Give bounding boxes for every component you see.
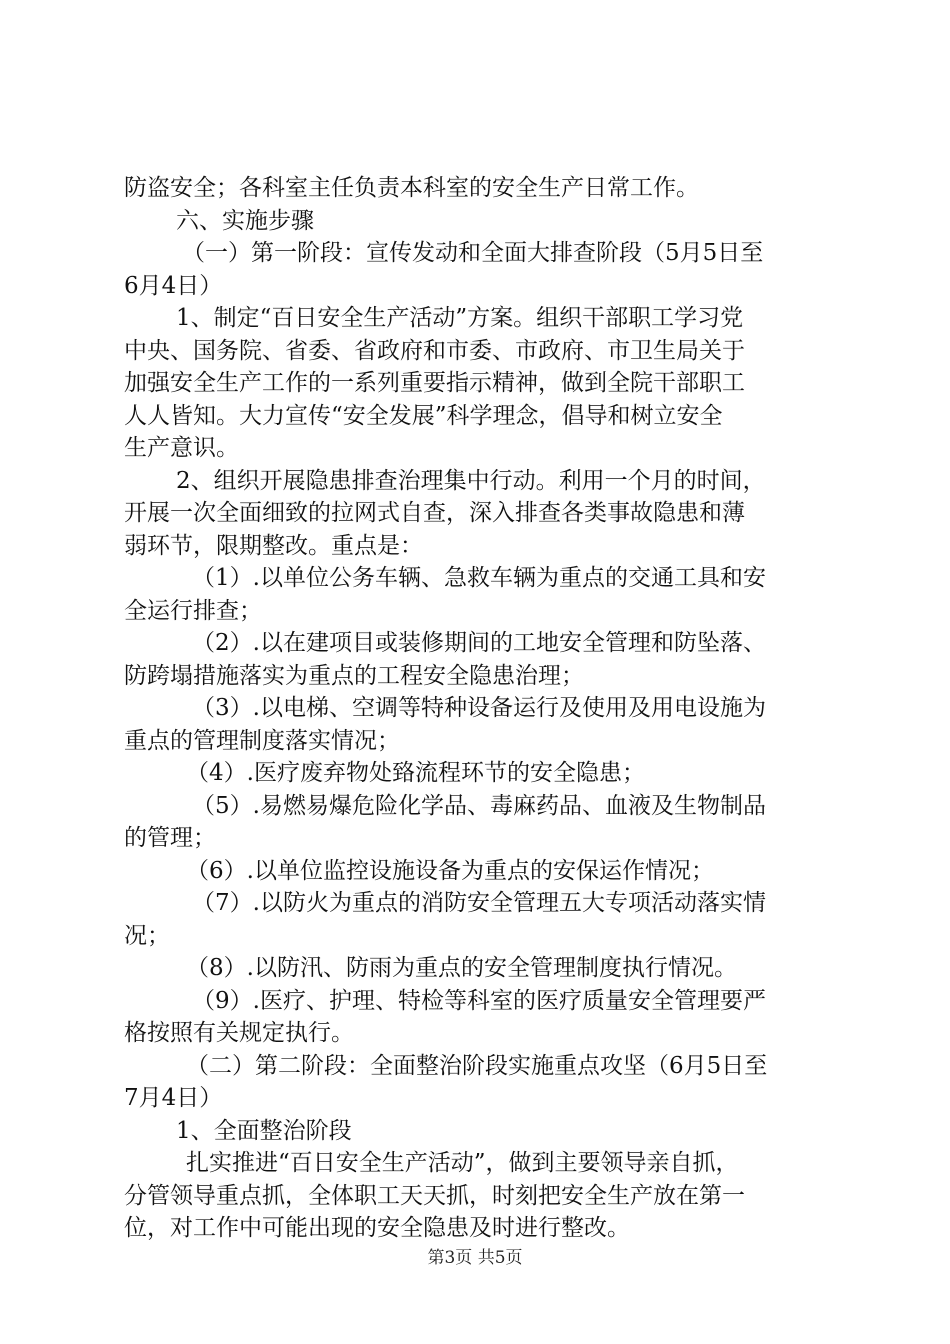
paragraph-line-2: 分管领导重点抓，全体职工天天抓，时刻把安全生产放在第一 (124, 1182, 745, 1209)
subitem-9-line-2: 格按照有关规定执行。 (124, 1020, 354, 1046)
subitem-4: （4）.医疗废弃物处臵流程环节的安全隐患； (186, 760, 645, 786)
item-1-line-3: 加强安全生产工作的一系列重要指示精神，做到全院干部职工 (124, 370, 745, 396)
item-1-line-1: 1、制定“百日安全生产活动”方案。组织干部职工学习党 (176, 305, 744, 331)
subitem-7-line-2: 况； (124, 922, 170, 949)
subitem-6: （6）.以单位监控设施设备为重点的安保运作情况； (186, 857, 714, 884)
subitem-1-line-1: （1）.以单位公务车辆、急救车辆为重点的交通工具和安 (192, 565, 766, 591)
item-2-line-3: 弱环节，限期整改。重点是： (124, 532, 423, 559)
stage-two-heading-cont: 7月4日） (124, 1085, 223, 1111)
subitem-5-line-1: （5）.易燃易爆危险化学品、毒麻药品、血液及生物制品 (192, 792, 766, 819)
paragraph-line-1: 扎实推进“百日安全生产活动”，做到主要领导亲自抓， (186, 1150, 739, 1176)
stage-one-heading-cont: 6月4日） (124, 272, 223, 299)
subitem-7-line-1: （7）.以防火为重点的消防安全管理五大专项活动落实情 (192, 890, 766, 916)
stage-one-heading: （一）第一阶段：宣传发动和全面大排查阶段（5月5日至 (182, 240, 764, 266)
subitem-3-line-1: （3）.以电梯、空调等特种设备运行及使用及用电设施为 (192, 695, 766, 721)
item-1-line-5: 生产意识。 (124, 435, 239, 461)
text-line-1: 防盗安全；各科室主任负责本科室的安全生产日常工作。 (124, 175, 699, 201)
subitem-3-line-2: 重点的管理制度落实情况； (124, 727, 400, 754)
subitem-2-line-1: （2）.以在建项目或装修期间的工地安全管理和防坠落、 (192, 630, 766, 656)
section-heading-six: 六、实施步骤 (176, 207, 314, 234)
page-number-footer: 第3页 共5页 (427, 1248, 523, 1268)
stage-two-heading: （二）第二阶段：全面整治阶段实施重点攻坚（6月5日至 (186, 1052, 768, 1079)
subitem-2-line-2: 防跨塌措施落实为重点的工程安全隐患治理； (124, 662, 584, 689)
item-1-line-2: 中央、国务院、省委、省政府和市委、市政府、市卫生局关于 (124, 337, 745, 364)
item-1-line-4: 人人皆知。大力宣传“安全发展”科学理念，倡导和树立安全 (124, 402, 723, 429)
subitem-5-line-2: 的管理； (124, 825, 216, 851)
subitem-1-line-2: 全运行排查； (124, 597, 262, 624)
item-2-line-1: 2、组织开展隐患排查治理集中行动。利用一个月的时间， (176, 467, 766, 494)
document-body (124, 172, 834, 1245)
subitem-9-line-1: （9）.医疗、护理、特检等科室的医疗质量安全管理要严 (192, 987, 766, 1014)
subitem-8: （8）.以防汛、防雨为重点的安全管理制度执行情况。 (186, 955, 737, 981)
stage-two-item-1: 1、全面整治阶段 (176, 1117, 352, 1144)
paragraph-line-3: 位，对工作中可能出现的安全隐患及时进行整改。 (124, 1215, 630, 1241)
item-2-line-2: 开展一次全面细致的拉网式自查，深入排查各类事故隐患和薄 (124, 500, 745, 526)
